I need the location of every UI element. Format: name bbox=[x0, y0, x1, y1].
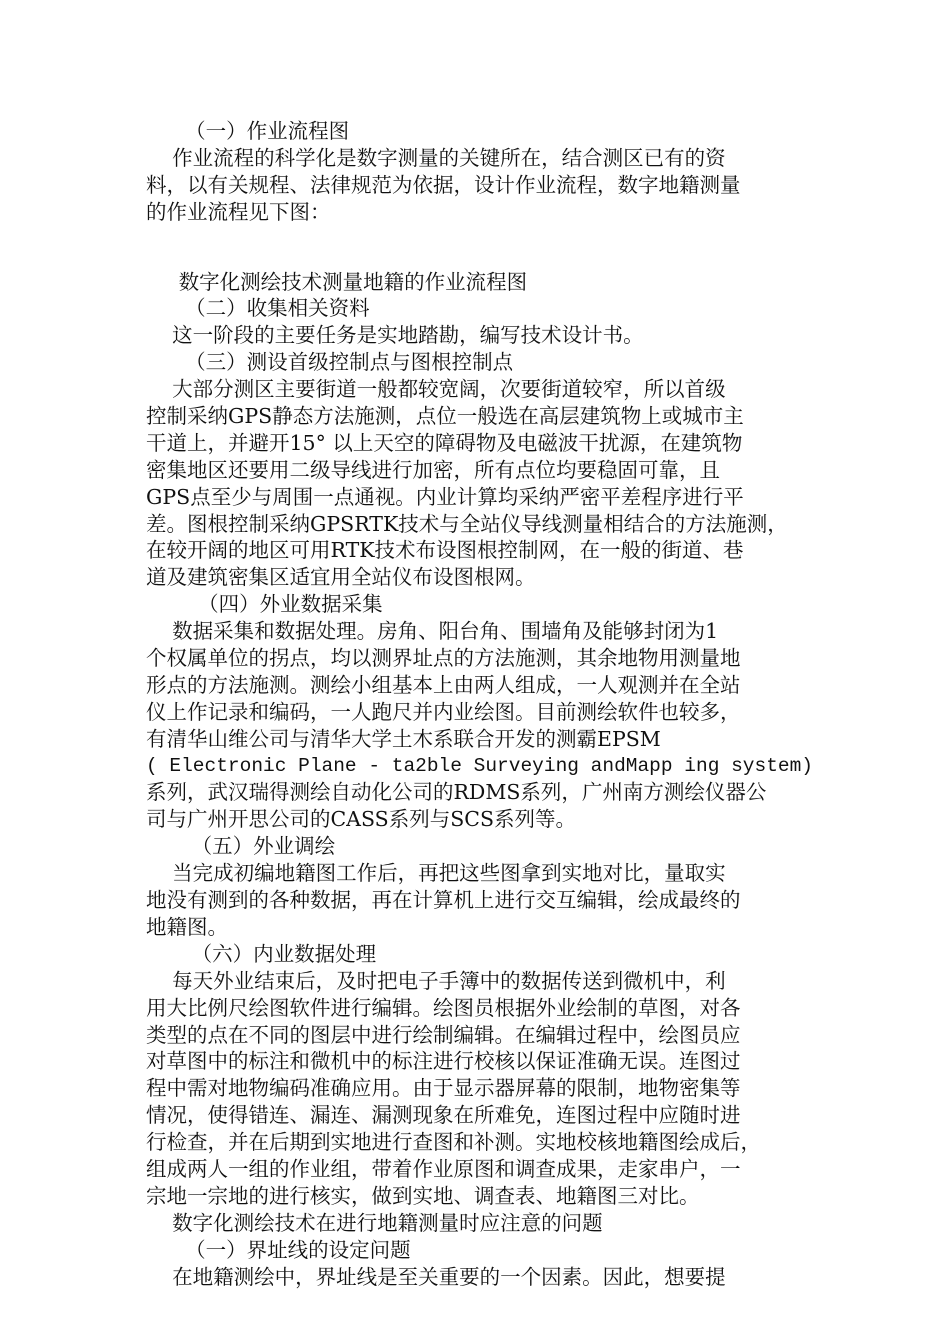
text-line: （四）外业数据采集 bbox=[146, 592, 383, 617]
text-line: 司与广州开思公司的CASS系列与SCS系列等。 bbox=[146, 807, 576, 832]
text-line: （一）界址线的设定问题 bbox=[146, 1237, 411, 1262]
text-line: 类型的点在不同的图层中进行绘制编辑。在编辑过程中，绘图员应 bbox=[146, 1022, 741, 1047]
text-line: 在地籍测绘中，界址线是至关重要的一个因素。因此，想要提 bbox=[146, 1264, 726, 1289]
text-line: GPS点至少与周围一点通视。内业计算均采纳严密平差程序进行平 bbox=[146, 484, 744, 509]
text-line: 的作业流程见下图： bbox=[146, 199, 331, 224]
text-line: 道及建筑密集区适宜用全站仪布设图根网。 bbox=[146, 565, 536, 590]
text-line: 形点的方法施测。测绘小组基本上由两人组成，一人观测并在全站 bbox=[146, 672, 741, 697]
text-line: 作业流程的科学化是数字测量的关键所在，结合测区已有的资 bbox=[146, 145, 726, 170]
text-line-english: ( Electronic Plane - ta2ble Surveying andMapp ing system) bbox=[146, 754, 814, 777]
text-line: 数据采集和数据处理。房角、阳台角、围墙角及能够封闭为1 bbox=[146, 619, 719, 644]
text-line: 大部分测区主要街道一般都较宽阔，次要街道较窄，所以首级 bbox=[146, 377, 726, 402]
text-line: 个权属单位的拐点，均以测界址点的方法施测，其余地物用测量地 bbox=[146, 646, 741, 671]
text-line: （五）外业调绘 bbox=[146, 834, 336, 859]
text-line: 每天外业结束后，及时把电子手簿中的数据传送到微机中，利 bbox=[146, 968, 726, 993]
text-line: 这一阶段的主要任务是实地踏勘，编写技术设计书。 bbox=[146, 323, 644, 348]
text-line: 数字化测绘技术在进行地籍测量时应注意的问题 bbox=[146, 1210, 603, 1235]
text-line: 系列，武汉瑞得测绘自动化公司的RDMS系列，广州南方测绘仪器公 bbox=[146, 780, 767, 805]
text-line: 情况，使得错连、漏连、漏测现象在所难免，连图过程中应随时进 bbox=[146, 1103, 741, 1128]
section-main-body bbox=[146, 269, 806, 753]
document-page bbox=[146, 118, 814, 1290]
text-line: 数字化测绘技术测量地籍的作业流程图 bbox=[146, 269, 528, 294]
text-line: 仪上作记录和编码，一人跑尺并内业绘图。目前测绘软件也较多， bbox=[146, 699, 741, 724]
figure-gap bbox=[146, 226, 806, 269]
text-line: 组成两人一组的作业组，带着作业原图和调查成果，走家串户，一 bbox=[146, 1156, 741, 1181]
text-line: 行检查，并在后期到实地进行查图和补测。实地校核地籍图绘成后， bbox=[146, 1130, 761, 1155]
text-line: 控制采纳GPS静态方法施测，点位一般选在高层建筑物上或城市主 bbox=[146, 404, 744, 429]
text-line: 用大比例尺绘图软件进行编辑。绘图员根据外业绘制的草图，对各 bbox=[146, 995, 741, 1020]
text-line: 有清华山维公司与清华大学土木系联合开发的测霸EPSM bbox=[146, 726, 661, 751]
text-line: 料，以有关规程、法律规范为依据，设计作业流程，数字地籍测量 bbox=[146, 172, 741, 197]
text-line: 在较开阔的地区可用RTK技术布设图根控制网，在一般的街道、巷 bbox=[146, 538, 744, 563]
text-line: （二）收集相关资料 bbox=[146, 296, 370, 321]
text-line: 差。图根控制采纳GPSRTK技术与全站仪导线测量相结合的方法施测， bbox=[146, 511, 788, 536]
text-line: （三）测设首级控制点与图根控制点 bbox=[146, 350, 514, 375]
text-line: （一）作业流程图 bbox=[146, 119, 350, 143]
text-line: 对草图中的标注和微机中的标注进行校核以保证准确无误。连图过 bbox=[146, 1049, 741, 1074]
section-body-continued bbox=[146, 779, 806, 1290]
text-line: 地没有测到的各种数据，再在计算机上进行交互编辑，绘成最终的 bbox=[146, 888, 741, 913]
text-line: 密集地区还要用二级导线进行加密，所有点位均要稳固可靠，且 bbox=[146, 457, 720, 482]
section-workflow-intro bbox=[146, 118, 806, 226]
text-line: 干道上，并避开15° 以上天空的障碍物及电磁波干扰源，在建筑物 bbox=[146, 430, 743, 455]
text-line: 地籍图。 bbox=[146, 914, 228, 939]
text-line: 当完成初编地籍图工作后，再把这些图拿到实地对比，量取实 bbox=[146, 861, 726, 886]
text-line: （六）内业数据处理 bbox=[146, 941, 377, 966]
text-line: 程中需对地物编码准确应用。由于显示器屏幕的限制，地物密集等 bbox=[146, 1076, 741, 1101]
text-line: 宗地一宗地的进行核实，做到实地、调查表、地籍图三对比。 bbox=[146, 1183, 700, 1208]
